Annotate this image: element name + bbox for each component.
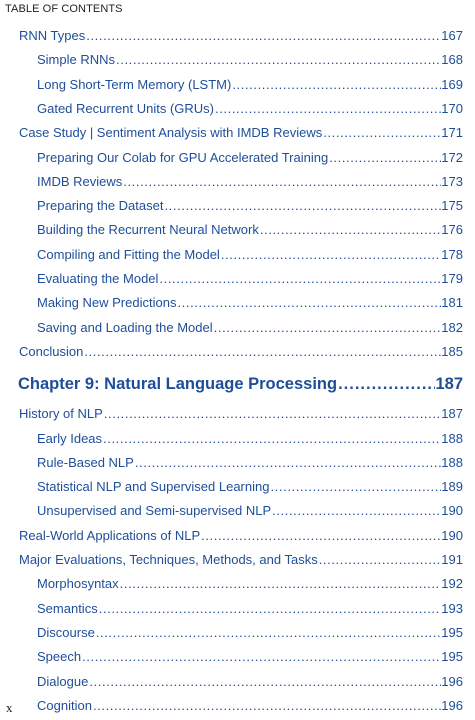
toc-entry-page-number: 192	[441, 576, 463, 592]
toc-subsection-entry[interactable]	[37, 503, 463, 518]
toc-subsection-entry[interactable]	[37, 222, 463, 237]
toc-entry-page-number: 175	[441, 198, 463, 214]
dot-leader	[214, 101, 441, 116]
toc-entry-title: Early Ideas	[37, 430, 103, 446]
dot-leader	[102, 431, 441, 446]
toc-subsection-entry[interactable]	[37, 431, 463, 446]
toc-entry-title: Semantics	[37, 600, 98, 616]
toc-subsection-entry[interactable]	[37, 150, 463, 165]
toc-entry-page-number: 168	[441, 52, 463, 68]
toc-entry-title: Unsupervised and Semi-supervised NLP	[37, 503, 272, 519]
toc-entry-title: Real-World Applications of NLP	[19, 527, 201, 543]
toc-section-entry[interactable]	[19, 344, 463, 359]
toc-subsection-entry[interactable]	[37, 174, 463, 189]
toc-section-entry[interactable]	[19, 28, 463, 43]
toc-entry-page-number: 172	[441, 149, 463, 165]
toc-entry-page-number: 173	[441, 173, 463, 189]
toc-subsection-entry[interactable]	[37, 77, 463, 92]
toc-entry-page-number: 196	[441, 673, 463, 689]
toc-entry-title: Long Short-Term Memory (LSTM)	[37, 76, 232, 92]
toc-entry-page-number: 187	[441, 406, 463, 422]
toc-entry-page-number: 179	[441, 271, 463, 286]
toc-chapter-entry[interactable]	[18, 375, 463, 394]
toc-entry-page-number: 169	[441, 76, 463, 92]
toc-entry-title: Gated Recurrent Units (GRUs)	[37, 100, 214, 116]
dot-leader	[259, 222, 441, 237]
dot-leader	[122, 174, 441, 189]
dot-leader	[213, 320, 442, 335]
toc-subsection-entry[interactable]	[37, 271, 463, 286]
toc-entry-page-number: 176	[441, 222, 463, 238]
toc-subsection-entry[interactable]	[37, 455, 463, 470]
toc-subsection-entry[interactable]	[37, 576, 463, 591]
toc-entry-title: Discourse	[37, 624, 95, 640]
toc-entry-page-number: 195	[441, 624, 463, 640]
toc-entry-page-number: 196	[441, 697, 463, 713]
dot-leader	[220, 247, 441, 262]
toc-entry-page-number: 188	[441, 454, 463, 470]
toc-entry-page-number: 182	[441, 319, 463, 335]
dot-leader	[337, 375, 435, 394]
running-head: TABLE OF CONTENTS	[5, 3, 123, 15]
toc-entry-page-number: 189	[441, 479, 463, 495]
dot-leader	[271, 503, 441, 518]
toc-section-entry[interactable]	[19, 125, 463, 140]
toc-entry-title: Rule-Based NLP	[37, 454, 134, 470]
dot-leader	[119, 576, 442, 591]
toc-entry-page-number: 171	[441, 125, 463, 141]
toc-subsection-entry[interactable]	[37, 479, 463, 494]
toc-entry-title: Dialogue	[37, 673, 89, 689]
toc-subsection-entry[interactable]	[37, 649, 463, 664]
page-folio: x	[6, 700, 13, 715]
toc-entry-page-number: 167	[441, 28, 463, 43]
dot-leader	[269, 479, 441, 494]
toc-entry-title: Chapter 9: Natural Language Processing	[18, 375, 338, 394]
toc-entry-title: Compiling and Fitting the Model	[37, 246, 220, 262]
dot-leader	[176, 295, 441, 310]
toc-entry-title: Saving and Loading the Model	[37, 319, 213, 335]
toc-entry-title: Case Study | Sentiment Analysis with IMDB Reviews	[19, 125, 323, 141]
toc-entry-title: Statistical NLP and Supervised Learning	[37, 479, 270, 495]
toc-entry-page-number: 187	[435, 375, 463, 394]
dot-leader	[92, 698, 441, 713]
dot-leader	[115, 52, 441, 67]
toc-entry-title: Speech	[37, 649, 82, 665]
dot-leader	[83, 344, 441, 359]
toc-section-entry[interactable]	[19, 552, 463, 567]
toc-entry-title: Cognition	[37, 697, 92, 713]
dot-leader	[88, 674, 441, 689]
toc-entry-page-number: 191	[441, 552, 463, 567]
toc-entry-title: Evaluating the Model	[37, 271, 159, 286]
toc-entry-page-number: 195	[441, 649, 463, 665]
toc-entry-page-number: 190	[441, 503, 463, 519]
toc-subsection-entry[interactable]	[37, 247, 463, 262]
toc-subsection-entry[interactable]	[37, 295, 463, 310]
toc-entry-title: IMDB Reviews	[37, 173, 123, 189]
toc-subsection-entry[interactable]	[37, 625, 463, 640]
toc-entry-title: Preparing the Dataset	[37, 198, 164, 214]
toc-subsection-entry[interactable]	[37, 101, 463, 116]
dot-leader	[231, 77, 441, 92]
dot-leader	[328, 150, 441, 165]
toc-entry-title: Conclusion	[19, 343, 84, 359]
toc-subsection-entry[interactable]	[37, 198, 463, 213]
dot-leader	[98, 601, 442, 616]
toc-entry-page-number: 185	[441, 343, 463, 359]
toc-subsection-entry[interactable]	[37, 601, 463, 616]
dot-leader	[322, 125, 441, 140]
dot-leader	[318, 552, 442, 567]
toc-entry-title: Preparing Our Colab for GPU Accelerated Training	[37, 149, 329, 165]
dot-leader	[81, 649, 441, 664]
toc-entry-title: Morphosyntax	[37, 576, 119, 592]
toc-entry-page-number: 190	[441, 527, 463, 543]
toc-entry-title: Making New Predictions	[37, 295, 177, 311]
dot-leader	[95, 625, 442, 640]
toc-entry-title: Building the Recurrent Neural Network	[37, 222, 259, 238]
toc-entry-page-number: 193	[441, 600, 463, 616]
toc-section-entry[interactable]	[19, 528, 463, 543]
dot-leader	[134, 455, 441, 470]
toc-entry-title: Simple RNNs	[37, 52, 116, 68]
toc-entry-title: History of NLP	[19, 406, 103, 422]
toc-entry-title: RNN Types	[19, 28, 86, 43]
toc-entry-page-number: 181	[441, 295, 463, 311]
dot-leader	[103, 406, 441, 421]
toc-subsection-entry[interactable]	[37, 698, 463, 713]
dot-leader	[163, 198, 441, 213]
dot-leader	[85, 28, 441, 43]
toc-subsection-entry[interactable]	[37, 674, 463, 689]
dot-leader	[158, 271, 441, 286]
toc-subsection-entry[interactable]	[37, 52, 463, 67]
toc-subsection-entry[interactable]	[37, 320, 463, 335]
toc-section-entry[interactable]	[19, 406, 463, 421]
toc-entry-title: Major Evaluations, Techniques, Methods, and Tasks	[19, 552, 318, 567]
toc-entry-page-number: 170	[441, 100, 463, 116]
dot-leader	[200, 528, 441, 543]
toc-entry-page-number: 188	[441, 430, 463, 446]
toc-entry-page-number: 178	[441, 246, 463, 262]
